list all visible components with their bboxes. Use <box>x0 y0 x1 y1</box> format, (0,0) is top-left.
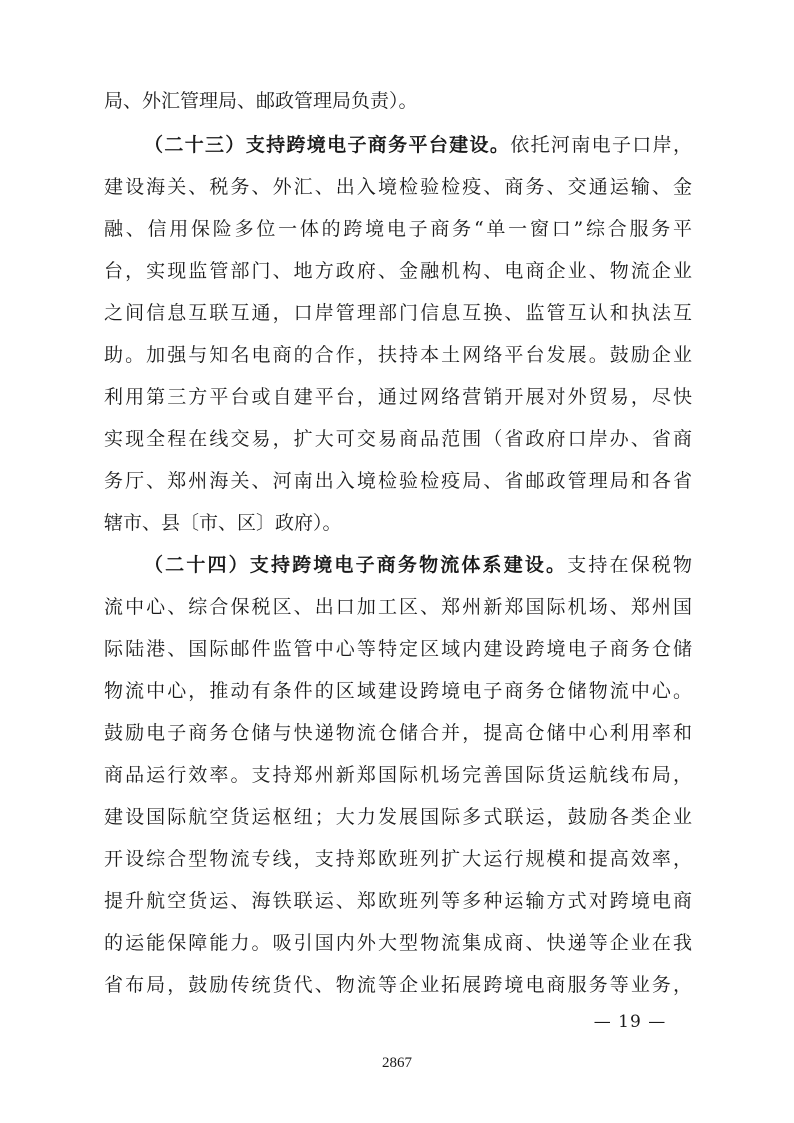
text-span: 依托河南电子口岸， <box>510 134 692 156</box>
text-line: 之间信息互联互通，口岸管理部门信息互换、监管互认和执法互 <box>104 302 692 324</box>
text-line: 建设国际航空货运枢纽；大力发展国际多式联运，鼓励各类企业 <box>104 806 692 828</box>
text-line: 流中心、综合保税区、出口加工区、郑州新郑国际机场、郑州国 <box>104 596 692 618</box>
text-line: 助。加强与知名电商的合作，扶持本土网络平台发展。鼓励企业 <box>104 344 692 366</box>
paragraph-23-first-line <box>144 130 692 160</box>
paragraph-24-first-line <box>144 550 692 580</box>
text-line: 鼓励电子商务仓储与快递物流仓储合并，提高仓储中心利用率和 <box>104 722 692 744</box>
text-line: 辖市、县〔市、区〕政府）。 <box>104 512 342 534</box>
text-line: 际陆港、国际邮件监管中心等特定区域内建设跨境电子商务仓储 <box>104 638 692 660</box>
text-line: 提升航空货运、海铁联运、郑欧班列等多种运输方式对跨境电商 <box>104 890 692 912</box>
text-line: 建设海关、税务、外汇、出入境检验检疫、商务、交通运输、金 <box>104 176 692 198</box>
text-line: 利用第三方平台或自建平台，通过网络营销开展对外贸易，尽快 <box>104 386 692 408</box>
text-line: 局、外汇管理局、邮政管理局负责）。 <box>104 90 418 112</box>
section-heading-24: （二十四）支持跨境电子商务物流体系建设。 <box>144 554 568 576</box>
text-line: 商品运行效率。支持郑州新郑国际机场完善国际货运航线布局， <box>104 764 692 786</box>
text-span: 支持在保税物 <box>567 554 692 576</box>
section-heading-23: （二十三）支持跨境电子商务平台建设。 <box>144 134 511 156</box>
text-line: 的运能保障能力。吸引国内外大型物流集成商、快递等企业在我 <box>104 932 692 954</box>
text-line: 开设综合型物流专线，支持郑欧班列扩大运行规模和提高效率， <box>104 848 692 870</box>
text-line: 实现全程在线交易，扩大可交易商品范围（省政府口岸办、省商 <box>104 428 692 450</box>
page-number: — 19 — <box>593 1012 667 1032</box>
text-line: 台，实现监管部门、地方政府、金融机构、电商企业、物流企业 <box>104 260 692 282</box>
text-line: 务厅、郑州海关、河南出入境检验检疫局、省邮政管理局和各省 <box>104 470 692 492</box>
text-line: 省布局，鼓励传统货代、物流等企业拓展跨境电商服务等业务， <box>104 974 692 996</box>
text-line: 融、信用保险多位一体的跨境电子商务“单一窗口”综合服务平 <box>104 218 692 240</box>
footer-number: 2867 <box>382 1055 412 1071</box>
text-line: 物流中心，推动有条件的区域建设跨境电子商务仓储物流中心。 <box>104 680 692 702</box>
